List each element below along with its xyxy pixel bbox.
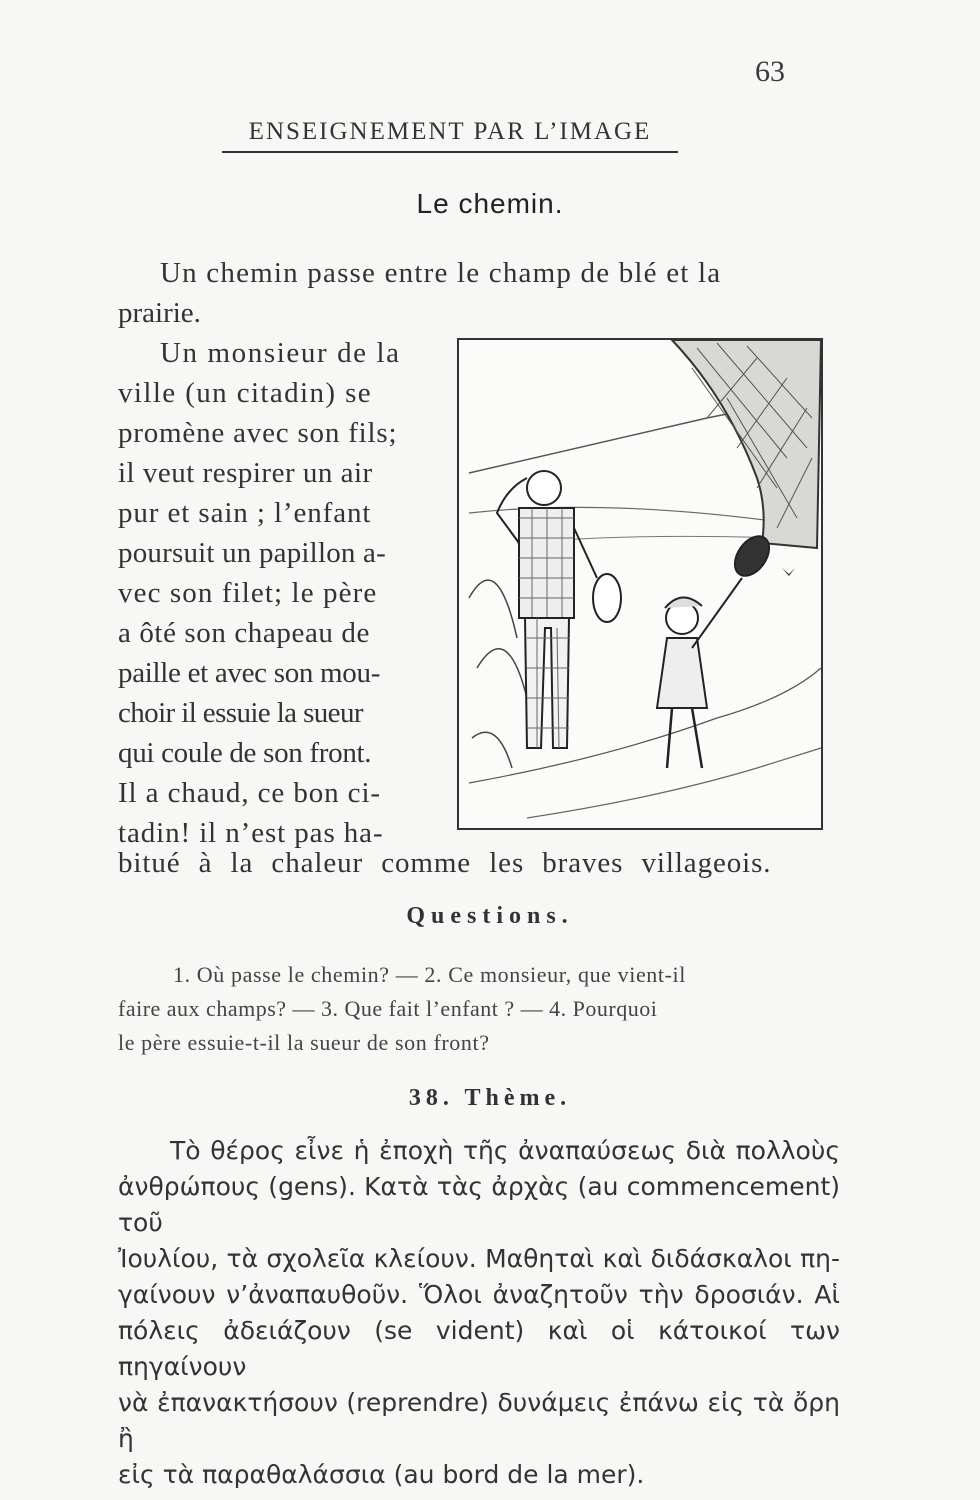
theme-line: Ἰουλίου, τὰ σχολεῖα κλείουν. Μαθηταὶ καὶ διδάσκαλοι πη- [118,1244,840,1273]
lesson-line: promène avec son fils; [118,417,398,449]
lesson-line: tadin! il n’est pas ha- [118,817,384,849]
lesson-line: pur et sain ; l’enfant [118,497,372,529]
questions-heading: Questions. [406,903,574,929]
section-title: Le chemin. [416,188,564,219]
theme-line: ἀνθρώπους (gens). Κατὰ τὰς ἀρχὰς (au commencement) τοῦ [118,1172,840,1237]
theme-line: γαίνουν ν’ἀναπαυθοῦν. Ὅλοι ἀναζητοῦν τὴν δροσιάν. Αἱ [118,1280,840,1309]
lesson-line: ville (un citadin) se [118,377,373,409]
lesson-illustration [457,338,823,830]
question-line: faire aux champs? — 3. Que fait l’enfant ? — 4. Pourquoi [118,996,658,1021]
lesson-line: choir il essuie la sueur [118,697,363,729]
illustration-drawing [457,338,823,830]
lesson-line: il veut respirer un air [118,457,373,489]
theme-line: πόλεις ἀδειάζουν (se vident) καὶ οἱ κάτοικοί των πηγαίνουν [118,1316,840,1381]
questions-list [118,958,838,1060]
lesson-line: prairie. [118,297,201,329]
lesson-line: paille et avec son mou- [118,657,381,689]
lesson-line: bitué à la chaleur comme les braves villageois. [118,847,772,879]
lesson-line: Un chemin passe entre le champ de blé et la [160,257,722,289]
lesson-column [118,333,443,853]
lesson-line: a ôté son chapeau de [118,617,370,649]
question-line: le père essuie-t-il la sueur de son front? [118,1030,490,1055]
theme-line: Τὸ θέρος εἶνε ἡ ἐποχὴ τῆς ἀναπαύσεως διὰ πολλοὺς [170,1136,840,1165]
page-number: 63 [755,55,785,88]
lesson-line: Il a chaud, ce bon ci- [118,777,381,809]
lesson-line: poursuit un papillon a- [118,537,386,569]
lesson-last-line [118,843,836,883]
theme-line: νὰ ἐπανακτήσουν (reprendre) δυνάμεις ἐπάνω εἰς τὰ ὄρη ἢ [118,1388,840,1453]
theme-line: εἰς τὰ παραθαλάσσια (au bord de la mer). [118,1460,645,1489]
theme-paragraph [118,1133,840,1493]
theme-heading: 38. Thème. [408,1085,572,1111]
running-head: ENSEIGNEMENT PAR L’IMAGE [222,118,678,153]
lesson-line: Un monsieur de la [160,337,401,369]
lesson-paragraph [118,253,836,333]
lesson-line: vec son filet; le père [118,577,378,609]
question-line: 1. Où passe le chemin? — 2. Ce monsieur, que vient-il [173,962,686,987]
lesson-line: qui coule de son front. [118,737,372,769]
